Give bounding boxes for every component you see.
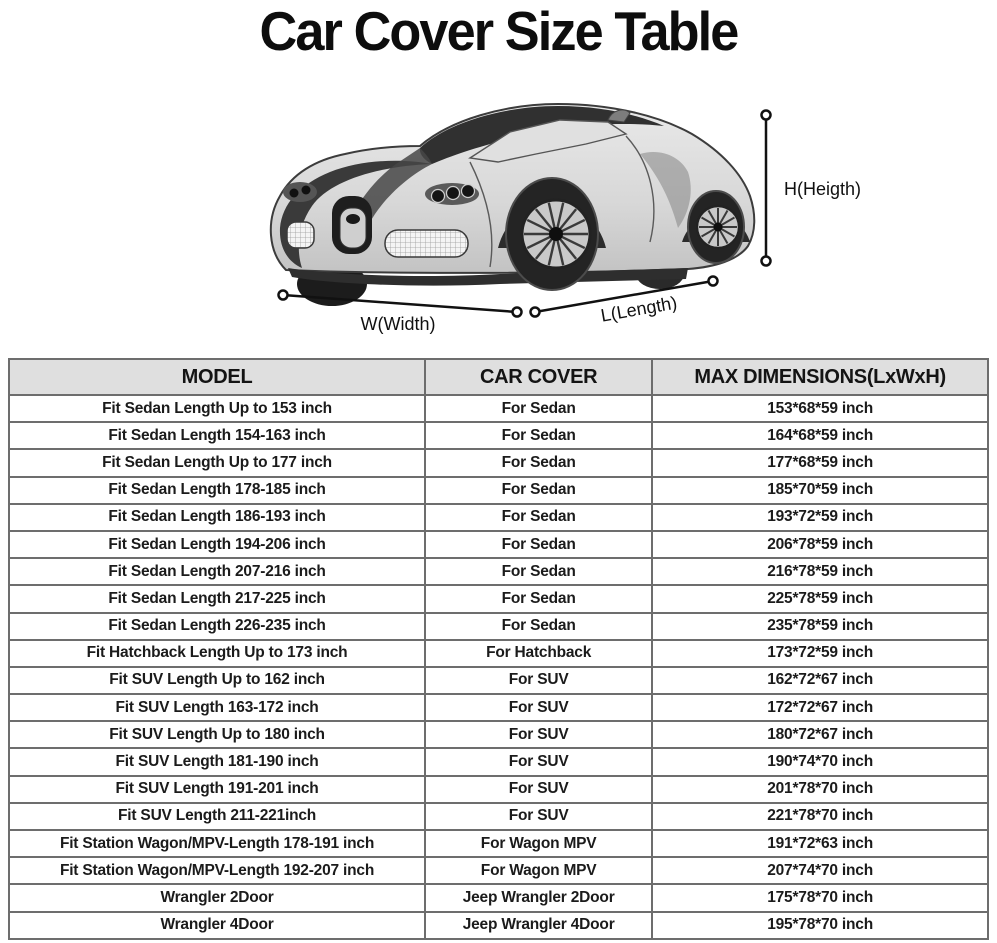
table-cell: For Sedan <box>425 585 652 612</box>
car-grille <box>332 196 372 254</box>
table-row <box>9 449 988 476</box>
table-cell: Fit SUV Length 181-190 inch <box>9 748 425 775</box>
size-table <box>8 358 989 940</box>
table-cell: Fit Sedan Length 154-163 inch <box>9 422 425 449</box>
width-dimension-label: W(Width) <box>360 314 436 334</box>
table-cell: Fit Sedan Length 186-193 inch <box>9 504 425 531</box>
table-row <box>9 776 988 803</box>
table-row <box>9 912 988 939</box>
table-cell: For Sedan <box>425 477 652 504</box>
table-cell: Fit Sedan Length 226-235 inch <box>9 613 425 640</box>
table-cell: 173*72*59 inch <box>652 640 988 667</box>
table-cell: For SUV <box>425 776 652 803</box>
table-cell: 201*78*70 inch <box>652 776 988 803</box>
table-cell: 221*78*70 inch <box>652 803 988 830</box>
table-row <box>9 721 988 748</box>
table-cell: 177*68*59 inch <box>652 449 988 476</box>
table-cell: 175*78*70 inch <box>652 884 988 911</box>
table-cell: 191*72*63 inch <box>652 830 988 857</box>
rear-wheel <box>688 191 744 263</box>
table-row <box>9 884 988 911</box>
car-illustration <box>0 62 997 358</box>
table-cell: Fit Sedan Length 207-216 inch <box>9 558 425 585</box>
page-title: Car Cover Size Table <box>259 0 738 62</box>
height-dimension-label: H(Heigth) <box>784 179 862 199</box>
table-cell: For Hatchback <box>425 640 652 667</box>
length-dimension-label: L(Length) <box>599 292 679 326</box>
car-dimension-diagram <box>0 62 997 358</box>
left-intake-mesh <box>287 222 314 248</box>
table-cell: For Sedan <box>425 422 652 449</box>
table-cell: For Sedan <box>425 449 652 476</box>
height-dimension-line <box>762 111 771 266</box>
table-cell: Fit SUV Length 163-172 inch <box>9 694 425 721</box>
size-table-body <box>9 395 988 939</box>
table-cell: Fit Sedan Length 217-225 inch <box>9 585 425 612</box>
table-row <box>9 803 988 830</box>
table-cell: For SUV <box>425 694 652 721</box>
table-cell: 180*72*67 inch <box>652 721 988 748</box>
table-row <box>9 830 988 857</box>
table-cell: 195*78*70 inch <box>652 912 988 939</box>
table-row <box>9 748 988 775</box>
table-row <box>9 585 988 612</box>
table-cell: Fit Station Wagon/MPV-Length 192-207 inch <box>9 857 425 884</box>
table-cell: Fit Hatchback Length Up to 173 inch <box>9 640 425 667</box>
table-cell: For Sedan <box>425 531 652 558</box>
table-cell: Fit Sedan Length Up to 177 inch <box>9 449 425 476</box>
table-cell: Jeep Wrangler 4Door <box>425 912 652 939</box>
table-cell: Jeep Wrangler 2Door <box>425 884 652 911</box>
table-cell: Fit Sedan Length 194-206 inch <box>9 531 425 558</box>
table-cell: For Sedan <box>425 613 652 640</box>
table-row <box>9 477 988 504</box>
table-cell: For SUV <box>425 721 652 748</box>
table-row <box>9 422 988 449</box>
table-cell: For Sedan <box>425 504 652 531</box>
table-cell: 193*72*59 inch <box>652 504 988 531</box>
table-row <box>9 857 988 884</box>
table-row <box>9 613 988 640</box>
table-row <box>9 531 988 558</box>
table-cell: 162*72*67 inch <box>652 667 988 694</box>
table-cell: 225*78*59 inch <box>652 585 988 612</box>
table-cell: Fit SUV Length Up to 180 inch <box>9 721 425 748</box>
table-row <box>9 694 988 721</box>
center-intake-mesh <box>385 230 468 257</box>
column-header-max-dimensions: MAX DIMENSIONS(LxWxH) <box>652 359 988 395</box>
table-cell: Fit SUV Length 211-221inch <box>9 803 425 830</box>
table-cell: 235*78*59 inch <box>652 613 988 640</box>
table-cell: For SUV <box>425 748 652 775</box>
headlight-left <box>283 182 317 202</box>
table-cell: 185*70*59 inch <box>652 477 988 504</box>
table-cell: 206*78*59 inch <box>652 531 988 558</box>
table-cell: For SUV <box>425 803 652 830</box>
table-cell: For Wagon MPV <box>425 830 652 857</box>
table-cell: For Sedan <box>425 558 652 585</box>
table-cell: For Wagon MPV <box>425 857 652 884</box>
table-cell: 207*74*70 inch <box>652 857 988 884</box>
table-row <box>9 640 988 667</box>
table-header-row <box>9 359 988 395</box>
column-header-model: MODEL <box>9 359 425 395</box>
table-cell: For SUV <box>425 667 652 694</box>
table-cell: Wrangler 4Door <box>9 912 425 939</box>
table-cell: Fit Station Wagon/MPV-Length 178-191 inch <box>9 830 425 857</box>
table-cell: 190*74*70 inch <box>652 748 988 775</box>
table-row <box>9 504 988 531</box>
table-cell: Fit SUV Length 191-201 inch <box>9 776 425 803</box>
table-cell: Fit Sedan Length 178-185 inch <box>9 477 425 504</box>
table-row <box>9 395 988 422</box>
table-cell: Fit Sedan Length Up to 153 inch <box>9 395 425 422</box>
table-cell: 153*68*59 inch <box>652 395 988 422</box>
table-row <box>9 558 988 585</box>
table-cell: 216*78*59 inch <box>652 558 988 585</box>
table-row <box>9 667 988 694</box>
table-cell: Fit SUV Length Up to 162 inch <box>9 667 425 694</box>
front-wheel <box>506 178 598 290</box>
headlight-right <box>425 183 479 205</box>
column-header-car-cover: CAR COVER <box>425 359 652 395</box>
table-cell: 164*68*59 inch <box>652 422 988 449</box>
table-cell: 172*72*67 inch <box>652 694 988 721</box>
table-cell: Wrangler 2Door <box>9 884 425 911</box>
table-cell: For Sedan <box>425 395 652 422</box>
